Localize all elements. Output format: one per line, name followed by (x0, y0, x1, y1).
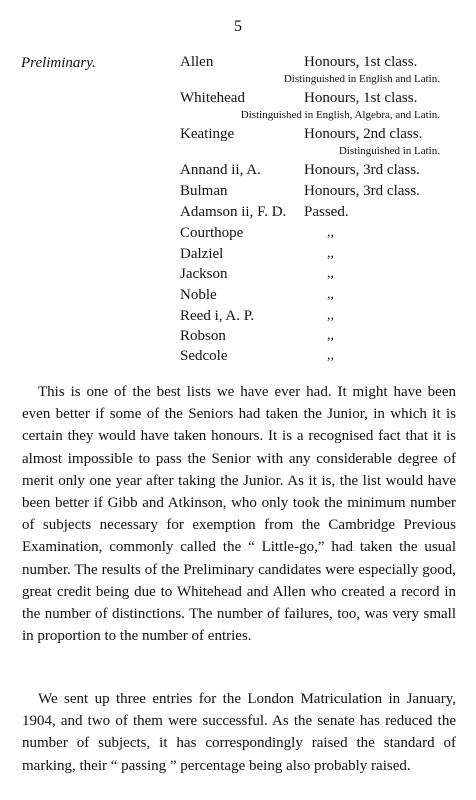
candidate-name: Dalziel (180, 246, 224, 262)
ditto-mark: ,, (327, 266, 334, 281)
candidate-name: Robson (180, 328, 226, 344)
ditto-mark: ,, (327, 246, 334, 261)
candidate-grade: Honours, 3rd class. (304, 183, 420, 199)
body-paragraph: This is one of the best lists we have ever had. It might have been even better if some of the Seniors had taken the Junior, in which it is certain they would have taken honours. It is a recognised fact that it is almost impossible to pass the Senior with any considerable degree of merit only one year after taking the Junior. As it is, the list would have been better if Gibb and Atkinson, who only took the minimum number of subjects necessary for exemption from the Cambridge Previous Examination, commonly called the “ Little-go,” had taken the usual number. The results of the Preliminary candidates were especially good, great credit being due to Whitehead and Allen who created a record in the number of distinctions. The number of failures, too, was very small in proportion to the number of entries. (22, 384, 456, 645)
result-row (0, 204, 476, 226)
ditto-mark: ,, (327, 287, 334, 302)
candidate-distinction: Distinguished in English, Algebra, and Latin. (240, 109, 440, 121)
result-row (0, 328, 476, 350)
candidate-name: Annand ii, A. (180, 162, 261, 178)
candidate-grade: Honours, 1st class. (304, 90, 418, 106)
candidate-name: Noble (180, 287, 217, 303)
candidate-name: Adamson ii, F. D. (180, 204, 287, 220)
candidate-grade: Honours, 3rd class. (304, 162, 420, 178)
candidate-name: Keatinge (180, 126, 235, 142)
body-paragraph: We sent up three entries for the London Matriculation in January, 1904, and two of them were successful. As the senate has reduced the number of subjects, it has correspondingly raised the standard of marking, their “ passing ” percentage being also probably raised. (22, 691, 456, 774)
result-row (0, 246, 476, 268)
result-row (0, 183, 476, 205)
result-row (0, 348, 476, 370)
result-row (0, 308, 476, 330)
ditto-mark: ,, (327, 225, 334, 240)
candidate-name: Courthope (180, 225, 244, 241)
result-row (0, 225, 476, 247)
candidate-name: Jackson (180, 266, 228, 282)
ditto-mark: ,, (327, 328, 334, 343)
section-label: Preliminary. (21, 55, 96, 71)
candidate-grade: Passed. (304, 204, 349, 220)
page-number: 5 (234, 18, 242, 35)
candidate-name: Allen (180, 54, 214, 70)
candidate-name: Whitehead (180, 90, 245, 106)
result-row (0, 287, 476, 309)
candidate-name: Sedcole (180, 348, 228, 364)
result-row (0, 162, 476, 184)
ditto-mark: ,, (327, 308, 334, 323)
candidate-name: Reed i, A. P. (180, 308, 255, 324)
ditto-mark: ,, (327, 348, 334, 363)
result-row (0, 266, 476, 288)
candidate-distinction: Distinguished in English and Latin. (283, 73, 440, 85)
candidate-distinction: Distinguished in Latin. (338, 145, 440, 157)
candidate-grade: Honours, 1st class. (304, 54, 418, 70)
candidate-grade: Honours, 2nd class. (304, 126, 423, 142)
candidate-name: Bulman (180, 183, 228, 199)
